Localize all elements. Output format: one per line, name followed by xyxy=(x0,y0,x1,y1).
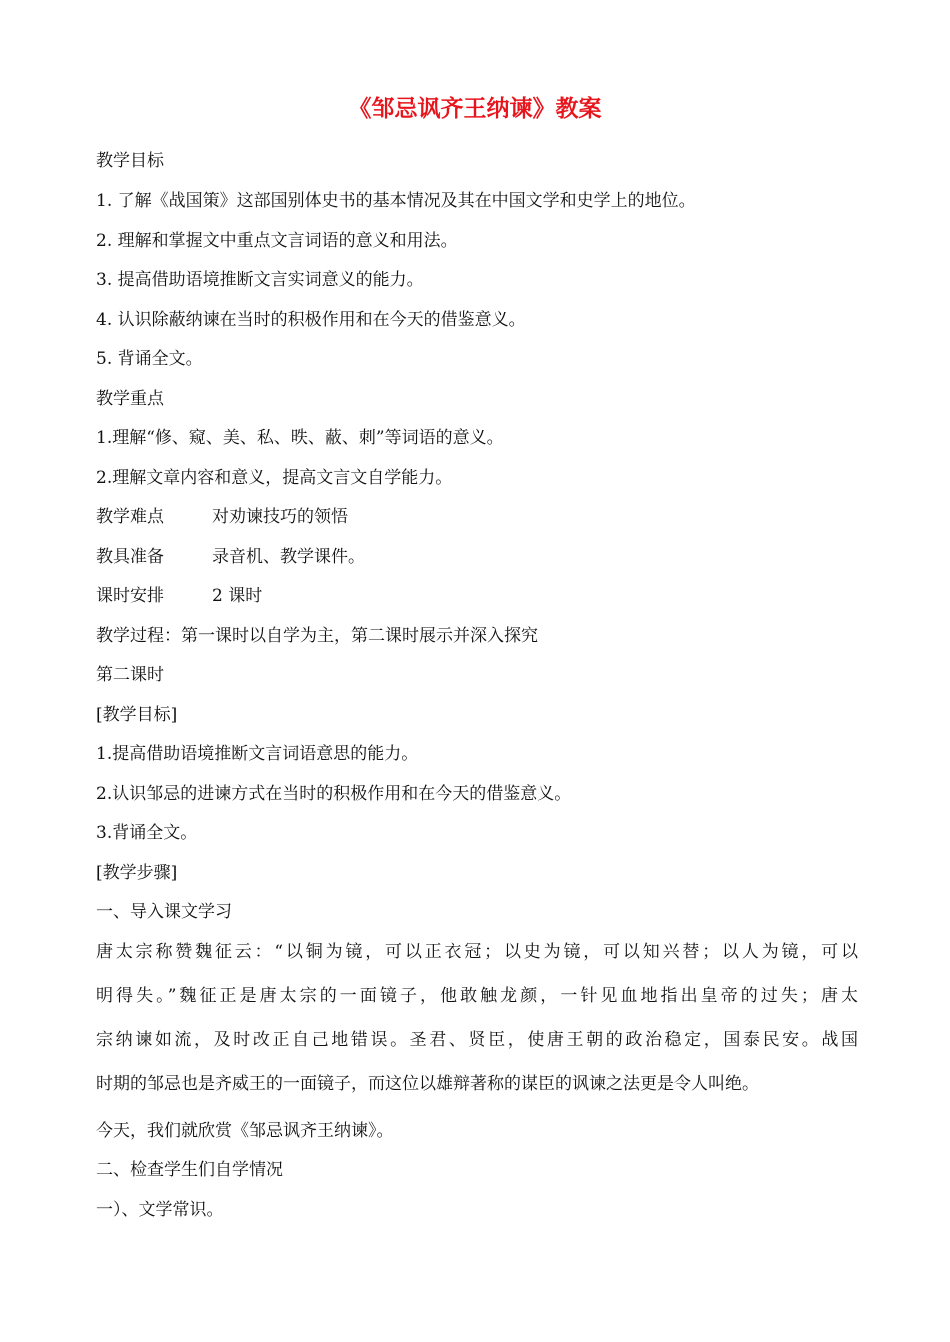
lesson2-objective-item: 2.认识邹忌的进谏方式在当时的积极作用和在今天的借鉴意义。 xyxy=(96,784,572,804)
schedule-row xyxy=(96,584,262,608)
tools-label: 教具准备 xyxy=(96,547,164,567)
steps-heading: [教学步骤] xyxy=(96,863,178,883)
heading-key-points: 教学重点 xyxy=(96,389,164,409)
step2-heading: 二、检查学生们自学情况 xyxy=(96,1160,283,1180)
key-point-item: 1.理解“修、窥、美、私、昳、蔽、刺”等词语的意义。 xyxy=(96,428,504,448)
objective-item: 5. 背诵全文。 xyxy=(96,349,203,369)
step1-paragraph xyxy=(96,930,858,1106)
process-line: 教学过程：第一课时以自学为主，第二课时展示并深入探究 xyxy=(96,626,538,646)
schedule-label: 课时安排 xyxy=(96,586,164,606)
objective-item: 4. 认识除蔽纳谏在当时的积极作用和在今天的借鉴意义。 xyxy=(96,310,526,330)
paragraph-line: 时期的邹忌也是齐威王的一面镜子，而这位以雄辩著称的谋臣的讽谏之法更是令人叫绝。 xyxy=(96,1074,759,1094)
difficulty-row xyxy=(96,505,348,529)
key-point-item: 2.理解文章内容和意义，提高文言文自学能力。 xyxy=(96,468,453,488)
objective-item: 2. 理解和掌握文中重点文言词语的意义和用法。 xyxy=(96,231,458,251)
step1-closing: 今天，我们就欣赏《邹忌讽齐王纳谏》。 xyxy=(96,1121,394,1141)
lesson2-objective-item: 1.提高借助语境推断文言词语意思的能力。 xyxy=(96,744,419,764)
tools-value: 录音机、教学课件。 xyxy=(212,547,365,567)
paragraph-line: 唐太宗称赞魏征云：“以铜为镜，可以正衣冠；以史为镜，可以知兴替；以人为镜，可以 xyxy=(96,942,858,962)
lesson2-objectives-heading: [教学目标] xyxy=(96,705,178,725)
difficulty-value: 对劝谏技巧的领悟 xyxy=(212,507,348,527)
objective-item: 3. 提高借助语境推断文言实词意义的能力。 xyxy=(96,270,424,290)
paragraph-line: 宗纳谏如流，及时改正自己地错误。圣君、贤臣，使唐王朝的政治稳定，国泰民安。战国 xyxy=(96,1030,858,1050)
lesson2-heading: 第二课时 xyxy=(96,665,164,685)
difficulty-label: 教学难点 xyxy=(96,507,164,527)
heading-objectives: 教学目标 xyxy=(96,151,164,171)
schedule-value: 2 课时 xyxy=(212,586,263,606)
objective-item: 1. 了解《战国策》这部国别体史书的基本情况及其在中国文学和史学上的地位。 xyxy=(96,191,696,211)
step1-heading: 一、导入课文学习 xyxy=(96,902,232,922)
paragraph-line: 明得失。”魏征正是唐太宗的一面镜子，他敢触龙颜，一针见血地指出皇帝的过失；唐太 xyxy=(96,986,858,1006)
document-title: 《邹忌讽齐王纳谏》教案 xyxy=(348,96,602,122)
step2-subheading: 一）、文学常识。 xyxy=(96,1200,224,1220)
tools-row xyxy=(96,545,365,569)
lesson2-objective-item: 3.背诵全文。 xyxy=(96,823,198,843)
